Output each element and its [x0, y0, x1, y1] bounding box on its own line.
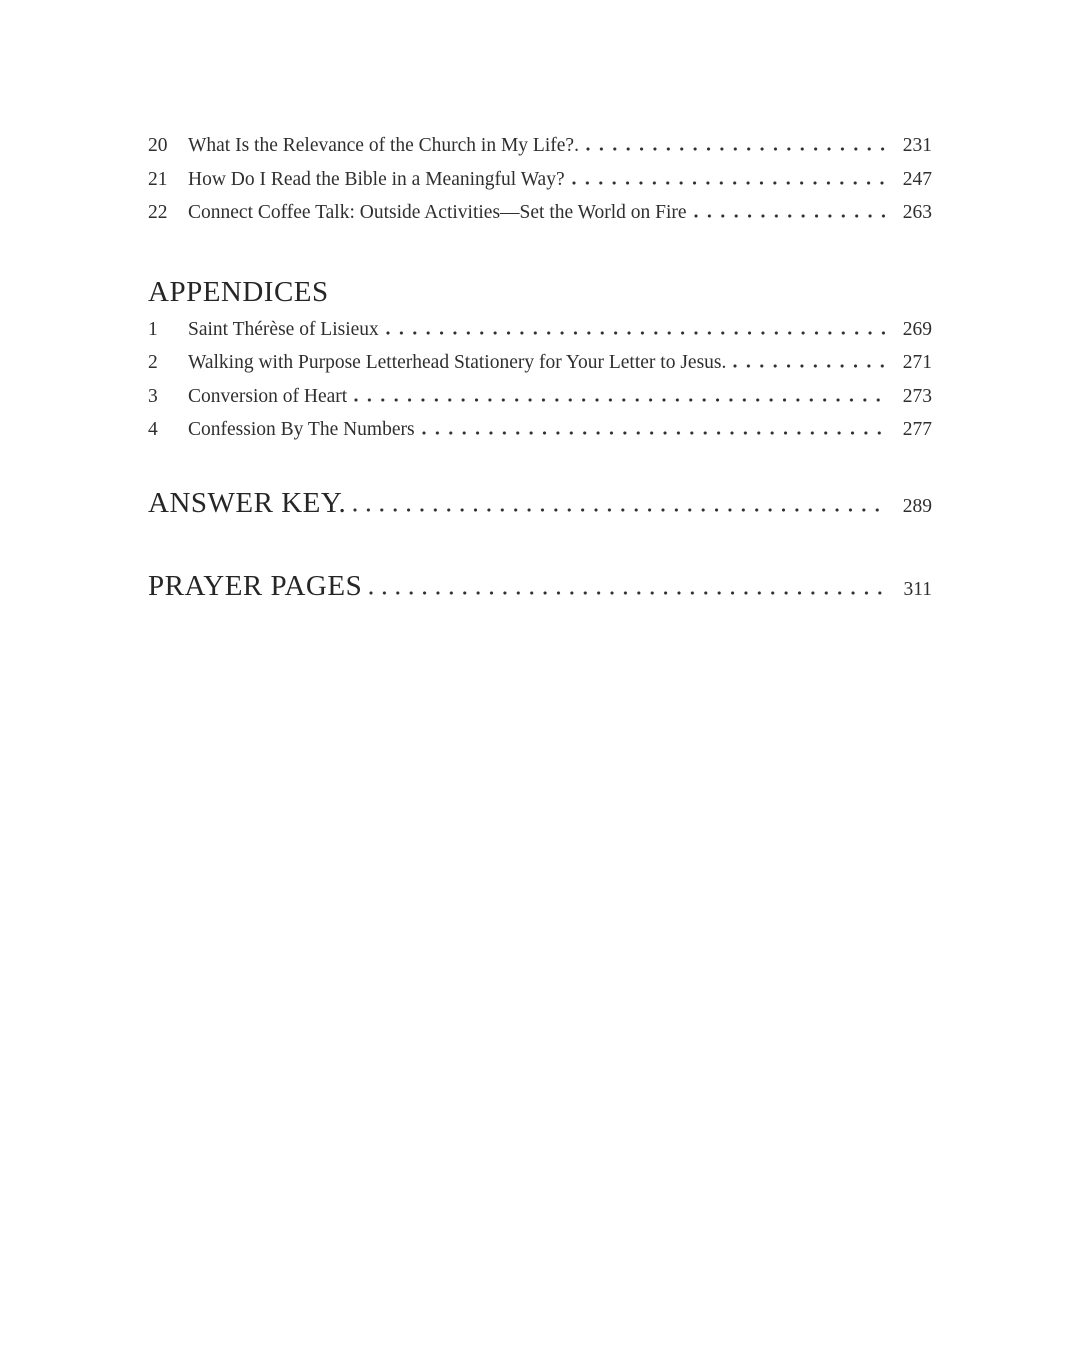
entry-number: 1: [148, 318, 158, 340]
section-title: ANSWER KEY.: [148, 486, 347, 519]
dot-leader: [694, 214, 889, 218]
section-title: PRAYER PAGES: [148, 569, 363, 602]
entry-title: Conversion of Heart: [188, 385, 348, 407]
dot-leader: [353, 508, 889, 512]
dot-leader: [369, 591, 889, 595]
dot-leader: [586, 147, 889, 151]
toc-entry: [148, 196, 932, 230]
dot-leader: [572, 181, 889, 185]
toc-entry: [148, 380, 932, 414]
entry-number: 3: [148, 385, 158, 407]
entry-number: 4: [148, 419, 158, 440]
entry-page-number: 231: [902, 135, 932, 156]
entry-title: How Do I Read the Bible in a Meaningful Way?: [188, 168, 565, 190]
entry-title: What Is the Relevance of the Church in My Life?.: [188, 135, 579, 156]
entry-number: 20: [148, 135, 168, 156]
toc-entry: [148, 346, 932, 380]
toc-entry: [148, 163, 932, 197]
dot-leader: [733, 364, 889, 368]
entry-number: 22: [148, 202, 168, 223]
dot-leader: [386, 331, 889, 335]
entry-page-number: 269: [902, 318, 932, 340]
toc-section-prayer-pages: [148, 566, 932, 606]
dot-leader: [354, 398, 889, 402]
toc-entry: [148, 313, 932, 347]
entry-title: Walking with Purpose Letterhead Stationery for Your Letter to Jesus.: [188, 352, 727, 373]
entry-page-number: 273: [902, 385, 932, 407]
entry-title: Confession By The Numbers: [188, 419, 415, 440]
appendices-heading: APPENDICES: [148, 275, 329, 308]
entry-number: 2: [148, 352, 158, 373]
dot-leader: [422, 431, 889, 435]
entry-page-number: 289: [902, 495, 932, 517]
toc-entry: [148, 129, 932, 163]
toc-section-answer-key: [148, 483, 932, 523]
entry-title: Saint Thérèse of Lisieux: [188, 318, 379, 340]
entry-page-number: 247: [902, 168, 932, 190]
entry-page-number: 277: [902, 419, 932, 440]
entry-number: 21: [148, 168, 168, 190]
chapter-list: [148, 129, 932, 230]
entry-page-number: 271: [902, 352, 932, 373]
toc-entry: [148, 413, 932, 447]
entry-title: Connect Coffee Talk: Outside Activities—Set the World on Fire: [188, 202, 687, 223]
entry-page-number: 263: [902, 202, 932, 223]
appendix-list: [148, 313, 932, 447]
entry-page-number: 311: [903, 578, 932, 600]
